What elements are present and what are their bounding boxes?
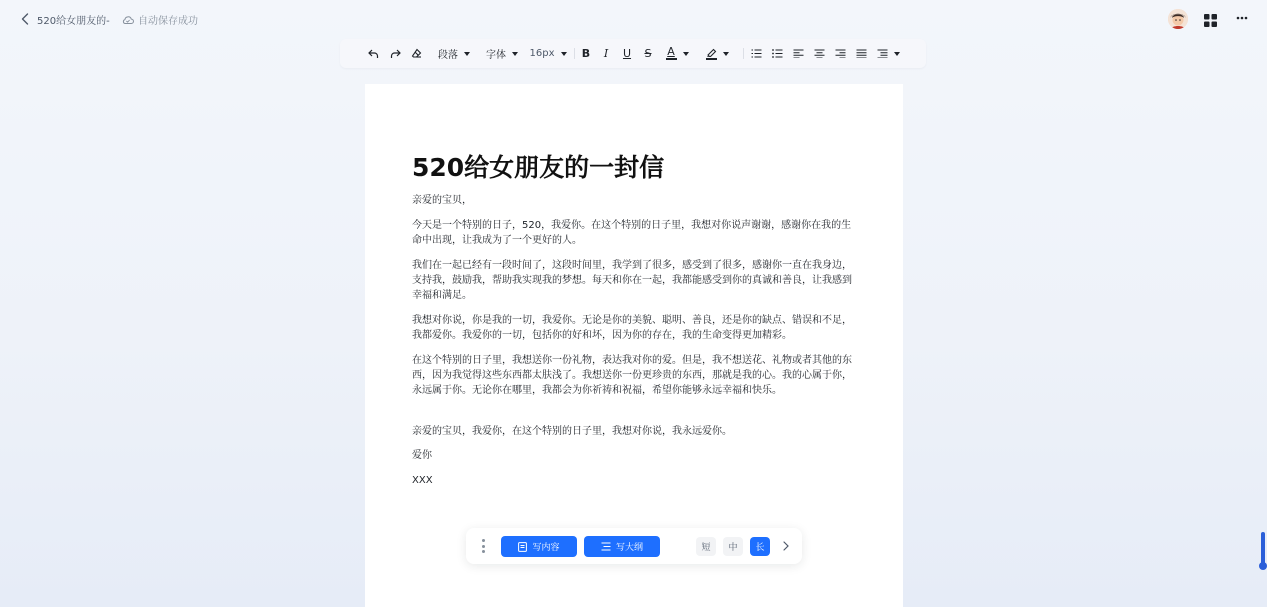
chevron-right-icon[interactable] — [780, 539, 792, 553]
chevron-down-icon — [464, 52, 470, 56]
paragraph[interactable]: 亲爱的宝贝， — [412, 195, 472, 206]
paragraph[interactable]: XXX — [412, 475, 433, 486]
highlighter-icon — [706, 48, 717, 60]
font-color-icon: A — [667, 45, 675, 58]
paragraph-style-select[interactable] — [434, 39, 474, 68]
paragraph[interactable]: 今天是一个特别的日子，520，我爱你。在这个特别的日子里，我想对你说声谢谢，感谢你在我的生命中出现，让我成为了一个更好的人。 — [412, 220, 852, 246]
font-size-select[interactable] — [529, 39, 567, 68]
outline-icon — [601, 542, 611, 551]
length-medium-button[interactable]: 中 — [723, 537, 743, 556]
paragraph[interactable]: 我们在一起已经有一段时间了，这段时间里，我学到了很多，感受到了很多，感谢你一直在我身边，支持我，鼓励我，帮助我实现我的梦想。每天和你在一起，我都能感受到你的真诚和善良，让我感到幸福和满足。 — [412, 260, 852, 301]
ai-writing-bar — [466, 528, 802, 564]
avatar[interactable] — [1168, 9, 1188, 29]
font-size-label: 16px — [529, 48, 555, 59]
italic-label: I — [603, 47, 609, 60]
line-spacing-icon — [877, 49, 888, 58]
save-status — [122, 12, 198, 27]
align-right-icon[interactable] — [833, 39, 847, 68]
chevron-down-icon — [512, 52, 518, 56]
clear-format-icon[interactable] — [409, 39, 423, 68]
align-left-icon[interactable] — [791, 39, 805, 68]
paragraph-style-label: 段落 — [438, 50, 458, 61]
more-icon[interactable] — [1236, 13, 1248, 25]
italic-button[interactable] — [599, 39, 613, 68]
bold-button[interactable] — [579, 39, 593, 68]
top-bar — [0, 0, 1267, 38]
drag-handle-icon[interactable] — [482, 539, 485, 553]
font-family-label: 字体 — [486, 50, 506, 61]
document-icon — [518, 542, 527, 552]
font-family-select[interactable] — [482, 39, 522, 68]
cloud-icon — [122, 15, 134, 25]
align-center-icon[interactable] — [812, 39, 826, 68]
back-icon[interactable] — [18, 11, 32, 27]
paragraph[interactable]: 在这个特别的日子里，我想送你一份礼物，表达我对你的爱。但是，我不想送花、礼物或者其他的东西，因为我觉得这些东西都太肤浅了。我想送你一份更珍贵的东西，那就是我的心。我的心属于你，永远属于你。无论你在哪里，我都会为你祈祷和祝福，希望你能够永远幸福和快乐。 — [412, 355, 852, 396]
document-name[interactable]: 520给女朋友的- — [37, 16, 110, 27]
underline-label: U — [622, 47, 632, 60]
strikethrough-button[interactable] — [641, 39, 655, 68]
chevron-down-icon — [894, 52, 900, 56]
align-justify-icon[interactable] — [854, 39, 868, 68]
document-title[interactable]: 520给女朋友的一封信 — [412, 153, 665, 182]
underline-button[interactable] — [620, 39, 634, 68]
paragraph[interactable]: 我想对你说，你是我的一切，我爱你。无论是你的美貌、聪明、善良，还是你的缺点、错误和不足，我都爱你。我爱你的一切，包括你的好和坏，因为你的存在，我的生命变得更加精彩。 — [412, 315, 852, 341]
apps-grid-icon[interactable] — [1204, 12, 1217, 25]
toolbar-divider — [743, 48, 744, 59]
font-color-button[interactable] — [662, 39, 692, 68]
chevron-down-icon — [683, 52, 689, 56]
redo-icon[interactable] — [388, 39, 402, 68]
paragraph[interactable]: 爱你 — [412, 450, 432, 461]
toolbar-divider — [574, 48, 575, 59]
length-short-button[interactable]: 短 — [696, 537, 716, 556]
line-height-button[interactable] — [874, 39, 902, 68]
bullet-list-icon[interactable] — [770, 39, 784, 68]
ordered-list-icon[interactable] — [749, 39, 763, 68]
undo-icon[interactable] — [366, 39, 380, 68]
format-toolbar — [340, 39, 926, 68]
write-content-button[interactable] — [501, 536, 577, 557]
write-content-label: 写内容 — [532, 543, 560, 553]
chevron-down-icon — [561, 52, 567, 56]
strikethrough-label: S — [644, 47, 652, 60]
bold-label: B — [581, 47, 591, 60]
scrollbar-handle[interactable] — [1259, 562, 1267, 570]
save-status-text: 自动保存成功 — [138, 16, 198, 27]
chevron-down-icon — [723, 52, 729, 56]
write-outline-button[interactable] — [584, 536, 660, 557]
paragraph[interactable]: 亲爱的宝贝，我爱你，在这个特别的日子里，我想对你说，我永远爱你。 — [412, 426, 732, 437]
highlight-color-button[interactable] — [702, 39, 732, 68]
write-outline-label: 写大纲 — [615, 543, 643, 553]
length-long-button[interactable]: 长 — [750, 537, 770, 556]
